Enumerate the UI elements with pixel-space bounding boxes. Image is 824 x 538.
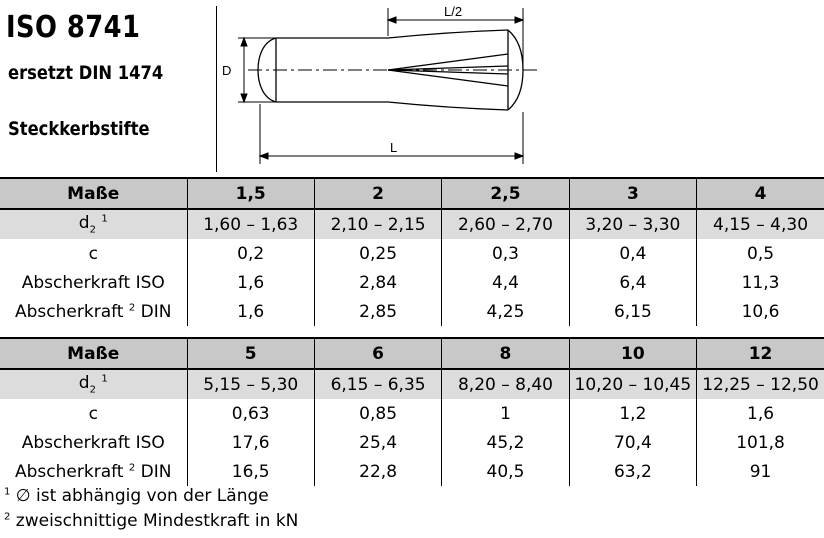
footnote-mark: 1	[101, 213, 108, 225]
table-cell: 4,25	[442, 297, 569, 326]
footnote-mark: 2	[4, 511, 11, 523]
table-cell: 0,2	[187, 239, 314, 268]
row-label	[0, 369, 187, 399]
table-cell: 0,63	[187, 399, 314, 428]
table-row	[0, 399, 824, 428]
table-row	[0, 369, 824, 399]
header-label: Maße	[0, 178, 187, 209]
table-row	[0, 239, 824, 268]
table-cell: 91	[697, 457, 824, 486]
table-cell: 0,85	[314, 399, 441, 428]
table-cell: 10,20 – 10,45	[569, 369, 696, 399]
row-label-text: Abscherkraft	[15, 461, 124, 482]
row-label-text: Abscherkraft	[15, 301, 124, 322]
replaces-standard: ersetzt DIN 1474	[8, 62, 164, 84]
footnote	[4, 486, 269, 506]
footnote-mark: 1	[4, 486, 11, 498]
row-label	[0, 209, 187, 239]
dimensions-table-2	[0, 337, 824, 486]
table-cell: 2,60 – 2,70	[442, 209, 569, 239]
pin-technical-drawing	[218, 0, 558, 172]
footnote	[4, 511, 298, 531]
table-cell: 1,2	[569, 399, 696, 428]
table-cell: 0,5	[697, 239, 824, 268]
size-header: 3	[569, 178, 696, 209]
table-cell: 1,6	[187, 268, 314, 297]
size-header: 5	[187, 338, 314, 369]
table-cell: 1	[442, 399, 569, 428]
table-cell: 101,8	[697, 428, 824, 457]
table-cell: 8,20 – 8,40	[442, 369, 569, 399]
table-row	[0, 457, 824, 486]
size-header: 2	[314, 178, 441, 209]
table-row	[0, 209, 824, 239]
header-divider	[216, 6, 217, 172]
table-row	[0, 297, 824, 326]
row-label: c	[88, 403, 98, 424]
size-header: 1,5	[187, 178, 314, 209]
row-label	[0, 297, 187, 326]
table-cell: 1,6	[187, 297, 314, 326]
table-cell: 40,5	[442, 457, 569, 486]
table-cell: 6,4	[569, 268, 696, 297]
size-header: 10	[569, 338, 696, 369]
footnote-mark: 2	[128, 461, 136, 473]
row-label: Abscherkraft ISO	[21, 272, 165, 293]
table-cell: 16,5	[187, 457, 314, 486]
table-cell: 1,6	[697, 399, 824, 428]
row-label-text: d	[78, 373, 90, 394]
subscript: 2	[89, 384, 96, 396]
table-cell: 3,20 – 3,30	[569, 209, 696, 239]
row-label: Abscherkraft ISO	[21, 432, 165, 453]
table-cell: 0,4	[569, 239, 696, 268]
size-header: 8	[442, 338, 569, 369]
header-label: Maße	[0, 338, 187, 369]
table-cell: 22,8	[314, 457, 441, 486]
size-header: 12	[697, 338, 824, 369]
row-label: c	[88, 243, 98, 264]
table-cell: 25,4	[314, 428, 441, 457]
table-cell: 17,6	[187, 428, 314, 457]
row-label-suffix: DIN	[140, 301, 172, 322]
diameter-label: D	[222, 63, 232, 78]
table-cell: 12,25 – 12,50	[697, 369, 824, 399]
table-cell: 6,15	[569, 297, 696, 326]
table-cell: 4,15 – 4,30	[697, 209, 824, 239]
product-name: Steckkerbstifte	[8, 118, 150, 140]
size-header: 6	[314, 338, 441, 369]
table-cell: 0,3	[442, 239, 569, 268]
table-cell: 4,4	[442, 268, 569, 297]
table-row	[0, 428, 824, 457]
row-label-suffix: DIN	[140, 461, 172, 482]
row-label-text: d	[78, 213, 90, 234]
table-header-row	[0, 338, 824, 369]
footnote-mark: 2	[128, 301, 136, 313]
dimensions-table-1	[0, 177, 824, 326]
table-cell: 1,60 – 1,63	[187, 209, 314, 239]
table-cell: 2,85	[314, 297, 441, 326]
table-cell: 0,25	[314, 239, 441, 268]
table-cell: 2,10 – 2,15	[314, 209, 441, 239]
footnote-mark: 1	[101, 373, 108, 385]
length-label: L	[390, 140, 398, 155]
table-cell: 5,15 – 5,30	[187, 369, 314, 399]
table-cell: 45,2	[442, 428, 569, 457]
footnote-text: ∅ ist abhängig von der Länge	[15, 486, 269, 506]
row-label	[0, 457, 187, 486]
table-cell: 10,6	[697, 297, 824, 326]
size-header: 2,5	[442, 178, 569, 209]
table-cell: 11,3	[697, 268, 824, 297]
subscript: 2	[89, 224, 96, 236]
table-cell: 70,4	[569, 428, 696, 457]
footnote-text: zweischnittige Mindestkraft in kN	[15, 511, 299, 531]
table-cell: 63,2	[569, 457, 696, 486]
standard-title: ISO 8741	[6, 10, 141, 45]
half-length-label: L/2	[444, 4, 463, 19]
table-cell: 6,15 – 6,35	[314, 369, 441, 399]
table-row	[0, 268, 824, 297]
table-header-row	[0, 178, 824, 209]
size-header: 4	[697, 178, 824, 209]
table-cell: 2,84	[314, 268, 441, 297]
